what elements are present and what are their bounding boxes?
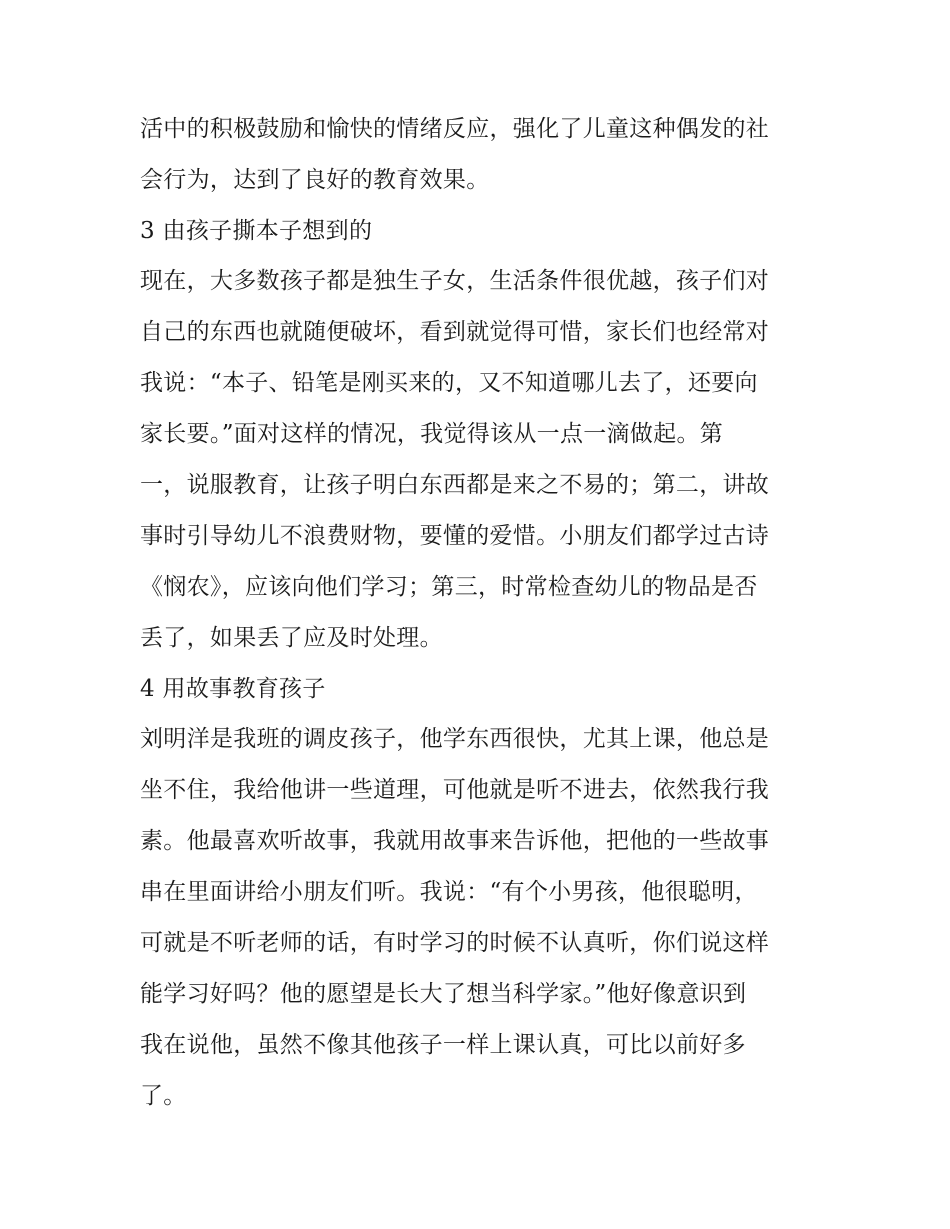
paragraph-line: 素。他最喜欢听故事，我就用故事来告诉他，把他的一些故事 [140, 828, 770, 854]
paragraph-line: 活中的积极鼓励和愉快的情绪反应，强化了儿童这种偶发的社 [140, 116, 770, 142]
paragraph-line: 现在，大多数孩子都是独生子女，生活条件很优越，孩子们对 [140, 268, 770, 294]
paragraph-line: 可就是不听老师的话，有时学习的时候不认真听，你们说这样 [140, 930, 770, 956]
paragraph-line: 了。 [140, 1083, 187, 1109]
paragraph-line: 能学习好吗？他的愿望是长大了想当科学家。”他好像意识到 [140, 981, 747, 1007]
paragraph-line: 刘明洋是我班的调皮孩子，他学东西很快，尤其上课，他总是 [140, 726, 770, 752]
paragraph-line: 《悯农》，应该向他们学习；第三，时常检查幼儿的物品是否 [140, 574, 758, 600]
section-heading: 3 由孩子撕本子想到的 [140, 218, 373, 244]
paragraph-line: 串在里面讲给小朋友们听。我说：“有个小男孩，他很聪明， [140, 879, 758, 905]
paragraph-line: 家长要。”面对这样的情况，我觉得该从一点一滴做起。第 [140, 421, 724, 447]
paragraph-line: 事时引导幼儿不浪费财物，要懂的爱惜。小朋友们都学过古诗 [140, 523, 770, 549]
document-body [140, 104, 820, 1122]
paragraph-line: 丢了，如果丢了应及时处理。 [140, 625, 443, 651]
paragraph-line: 一，说服教育，让孩子明白东西都是来之不易的；第二，讲故 [140, 472, 770, 498]
section-heading: 4 用故事教育孩子 [140, 676, 326, 702]
paragraph-line: 我在说他，虽然不像其他孩子一样上课认真，可比以前好多 [140, 1032, 746, 1058]
paragraph-line: 我说：“本子、铅笔是刚买来的，又不知道哪儿去了，还要向 [140, 370, 758, 396]
paragraph-line: 坐不住，我给他讲一些道理，可他就是听不进去，依然我行我 [140, 777, 770, 803]
paragraph-line: 自己的东西也就随便破坏，看到就觉得可惜，家长们也经常对 [140, 319, 770, 345]
paragraph-line: 会行为，达到了良好的教育效果。 [140, 167, 490, 193]
